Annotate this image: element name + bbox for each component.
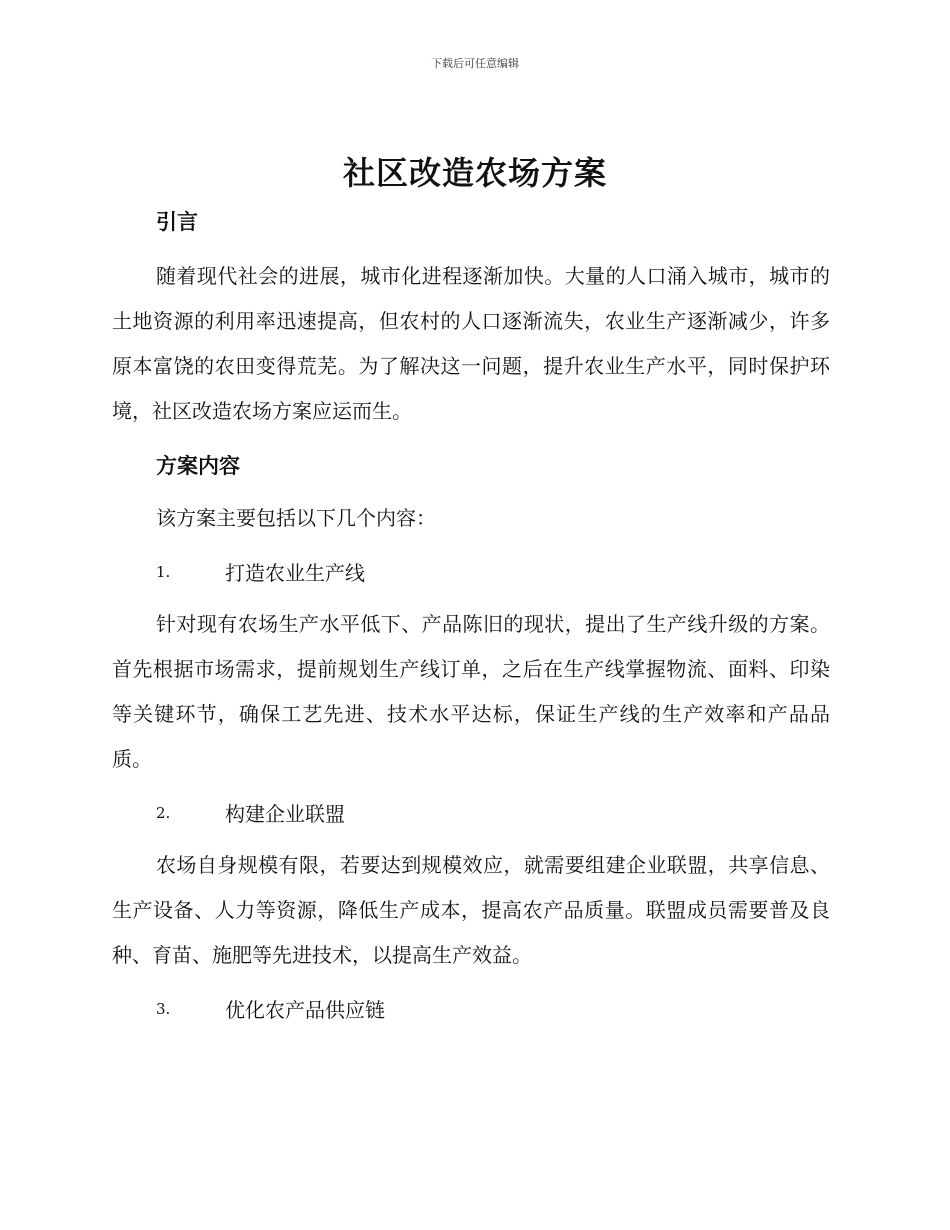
list-number: 2.: [156, 803, 171, 822]
list-item-title: 打造农业生产线: [225, 561, 365, 585]
document-body: [112, 200, 830, 1031]
header-note: 下载后可任意编辑: [431, 57, 519, 70]
list-item-2: [112, 790, 830, 835]
page-title: 社区改造农场方案: [342, 154, 607, 192]
item-1-paragraph: 针对现有农场生产水平低下、产品陈旧的现状，提出了生产线升级的方案。首先根据市场需求，提前规划生产线订单，之后在生产线掌握物流、面料、印染等关键环节，确保工艺先进、技术水平达标，保证生产线的生产效率和产品品质。: [112, 612, 830, 771]
list-item-title: 构建企业联盟: [225, 802, 345, 826]
list-number: 3.: [156, 999, 171, 1018]
section-heading-content: 方案内容: [156, 454, 240, 478]
intro-paragraph: 随着现代社会的进展，城市化进程逐渐加快。大量的人口涌入城市，城市的土地资源的利用率迅速提高，但农村的人口逐渐流失，农业生产逐渐减少，许多原本富饶的农田变得荒芜。为了解决这一问题，提升农业生产水平，同时保护环境，社区改造农场方案应运而生。: [112, 264, 830, 423]
item-2-paragraph: 农场自身规模有限，若要达到规模效应，就需要组建企业联盟，共享信息、生产设备、人力等资源，降低生产成本，提高农产品质量。联盟成员需要普及良种、育苗、施肥等先进技术，以提高生产效益。: [112, 853, 830, 967]
list-number: 1.: [156, 562, 171, 581]
content-lead: 该方案主要包括以下几个内容：: [156, 506, 436, 530]
list-item-3: [112, 986, 830, 1031]
list-item-title: 优化农产品供应链: [225, 998, 385, 1022]
list-item-1: [112, 549, 830, 594]
section-heading-intro: 引言: [156, 210, 198, 234]
